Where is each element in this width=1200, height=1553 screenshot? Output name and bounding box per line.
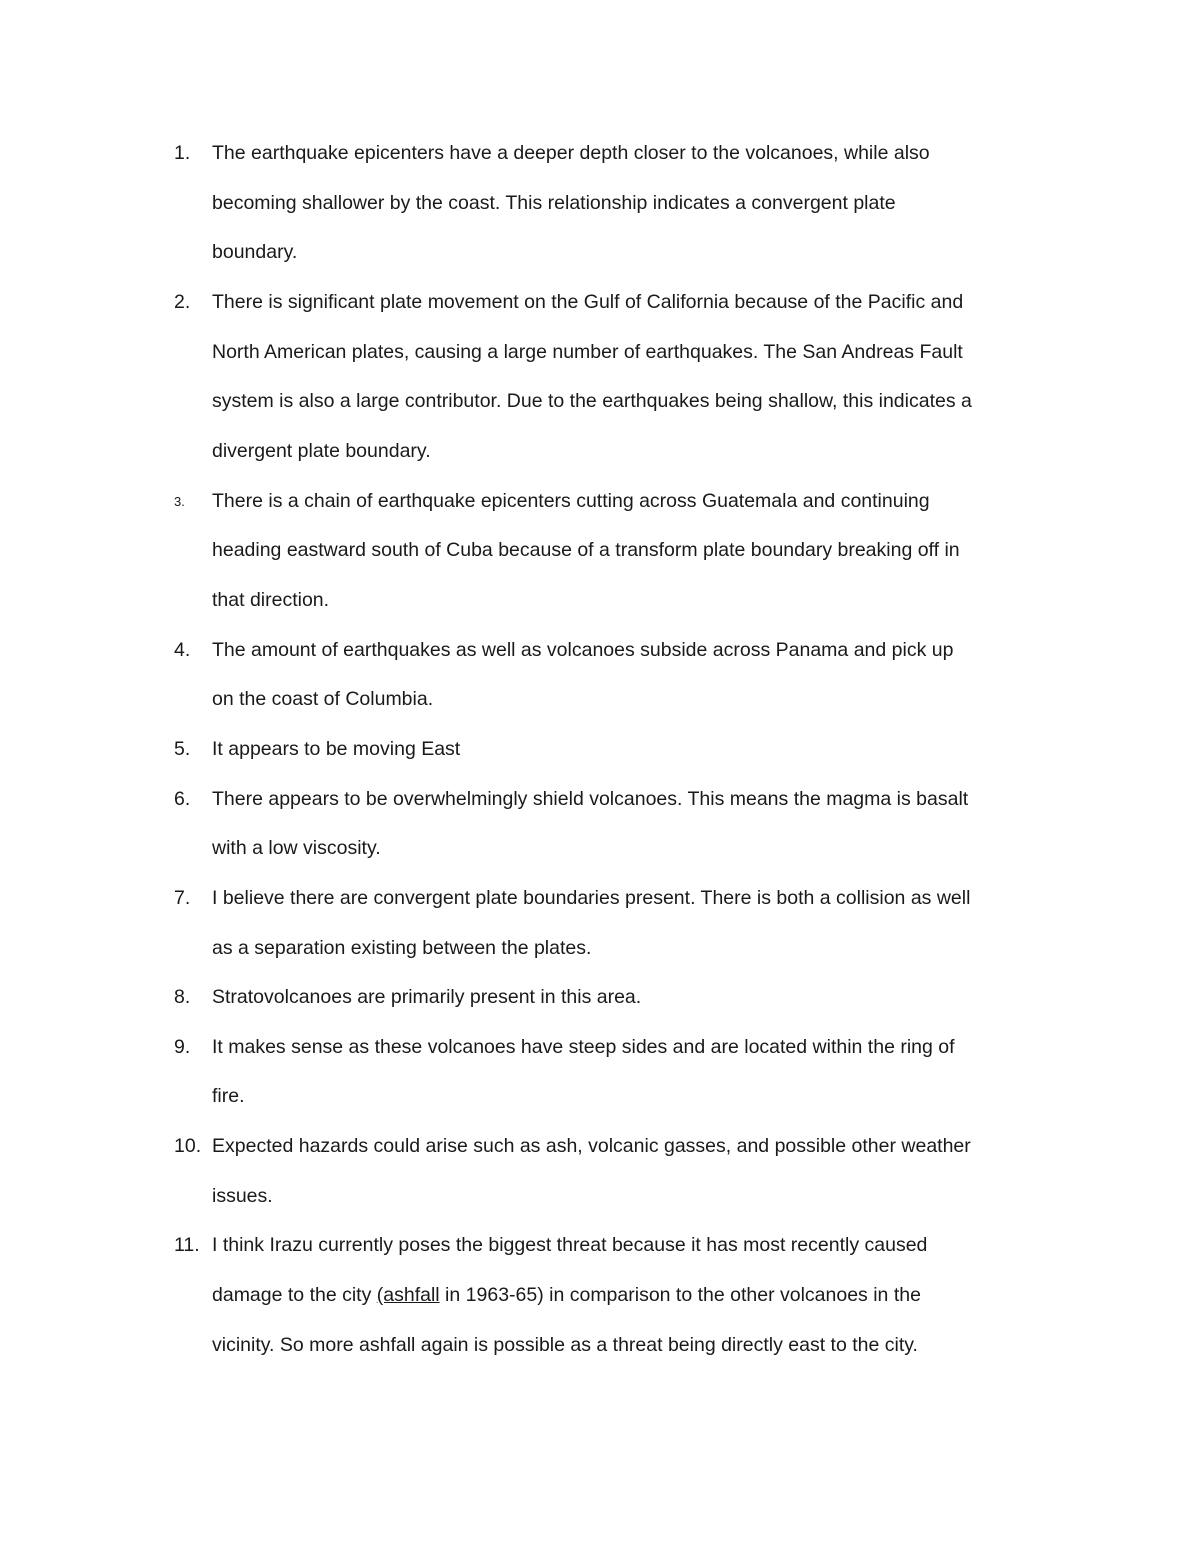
item-number: 8. <box>174 986 191 1009</box>
item-text <box>212 725 1057 775</box>
text-line: Stratovolcanoes are primarily present in this area. <box>212 986 642 1009</box>
item-text <box>212 1221 1057 1370</box>
item-text <box>212 874 1057 973</box>
item-number: 6. <box>174 787 191 810</box>
list-item-5 <box>174 725 1074 775</box>
text-line: on the coast of Columbia. <box>212 688 434 711</box>
list-item-9 <box>174 1023 1074 1122</box>
text-line: There appears to be overwhelmingly shield volcanoes. This means the magma is basalt <box>212 787 969 810</box>
text-segment: in 1963-65) in comparison to the other volcanoes in the <box>439 1284 921 1307</box>
text-line: issues. <box>212 1184 273 1207</box>
list-item-2 <box>174 278 1074 477</box>
text-line: fire. <box>212 1085 245 1108</box>
text-line <box>212 1271 1057 1321</box>
underlined-text: (ashfall <box>376 1284 440 1307</box>
text-line: as a separation existing between the plates. <box>212 936 592 959</box>
text-line: The earthquake epicenters have a deeper depth closer to the volcanoes, while also <box>212 142 930 164</box>
item-number: 9. <box>174 1035 191 1058</box>
item-text <box>212 973 1057 1023</box>
list-item-1 <box>174 129 1074 278</box>
text-segment: damage to the city <box>212 1284 377 1307</box>
item-number: 7. <box>174 886 191 909</box>
text-line: It makes sense as these volcanoes have steep sides and are located within the ring of <box>212 1035 955 1058</box>
text-line: divergent plate boundary. <box>212 439 431 462</box>
text-line: There is a chain of earthquake epicenters cutting across Guatemala and continuing <box>212 489 930 512</box>
text-line: I believe there are convergent plate boundaries present. There is both a collision as well <box>212 886 971 909</box>
item-number: 4. <box>174 638 191 661</box>
list-item-6 <box>174 775 1074 874</box>
text-line: It appears to be moving East <box>212 737 461 760</box>
text-line: The amount of earthquakes as well as volcanoes subside across Panama and pick up <box>212 638 954 661</box>
item-number: 10. <box>174 1135 202 1158</box>
item-number: 2. <box>174 290 191 313</box>
text-line: with a low viscosity. <box>212 837 381 860</box>
list-item-4 <box>174 626 1074 725</box>
list-item-11 <box>174 1221 1074 1370</box>
text-line: I think Irazu currently poses the biggest threat because it has most recently caused <box>212 1234 928 1257</box>
list-item-8 <box>174 973 1074 1023</box>
text-line: system is also a large contributor. Due to the earthquakes being shallow, this indicates a <box>212 390 972 413</box>
numbered-answer-list <box>174 129 1074 1370</box>
item-text <box>212 775 1057 874</box>
list-item-10 <box>174 1122 1074 1221</box>
text-line: becoming shallower by the coast. This relationship indicates a convergent plate <box>212 191 896 214</box>
item-text <box>212 278 1057 477</box>
item-number: 3. <box>174 493 185 509</box>
list-item-7 <box>174 874 1074 973</box>
text-line: boundary. <box>212 241 298 264</box>
item-text <box>212 129 1057 278</box>
item-text <box>212 1122 1057 1221</box>
item-text <box>212 1023 1057 1122</box>
text-line: that direction. <box>212 588 330 611</box>
item-number: 5. <box>174 737 191 760</box>
item-text <box>212 477 1057 626</box>
item-number: 1. <box>174 142 191 164</box>
text-line: heading eastward south of Cuba because of a transform plate boundary breaking off in <box>212 539 960 562</box>
item-number: 11. <box>174 1234 200 1257</box>
item-text <box>212 626 1057 725</box>
text-line: vicinity. So more ashfall again is possible as a threat being directly east to the city. <box>212 1333 918 1356</box>
text-line: North American plates, causing a large number of earthquakes. The San Andreas Fault <box>212 340 963 363</box>
text-line: There is significant plate movement on the Gulf of California because of the Pacific and <box>212 290 964 313</box>
text-line: Expected hazards could arise such as ash, volcanic gasses, and possible other weather <box>212 1135 971 1158</box>
list-item-3 <box>174 477 1074 626</box>
